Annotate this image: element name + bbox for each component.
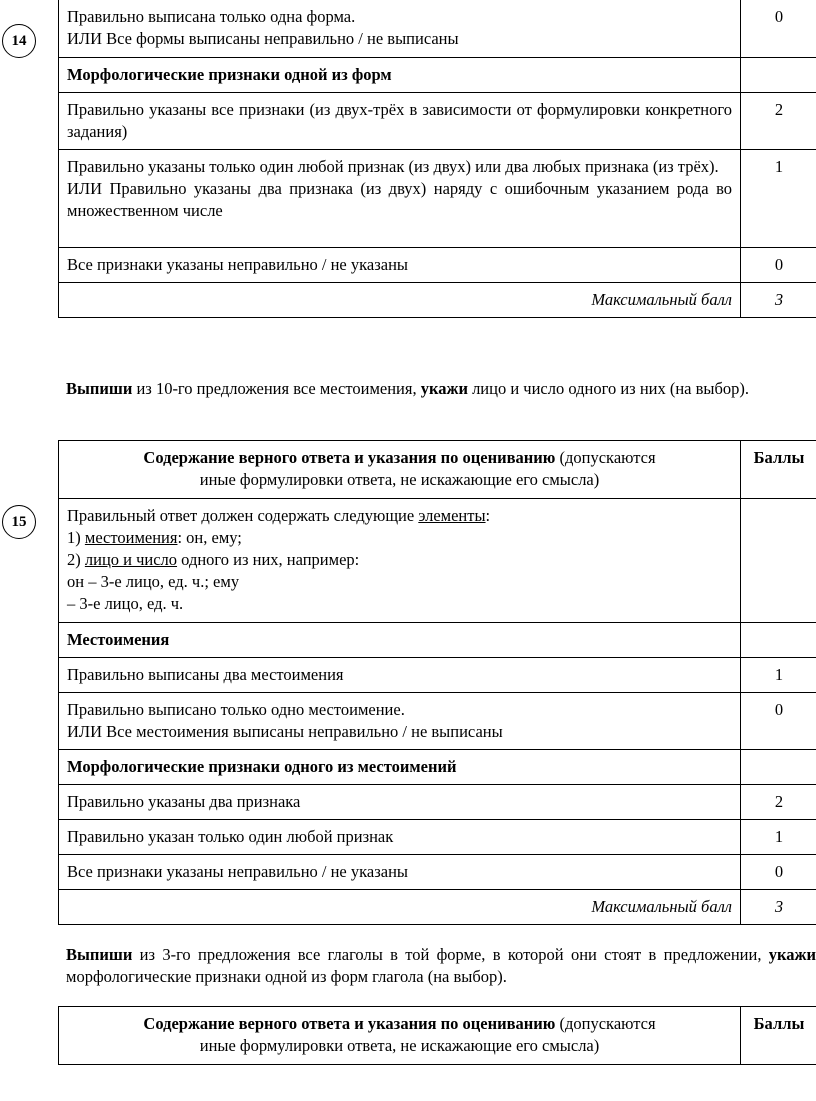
section-heading: Местоимения (59, 623, 741, 658)
score-cell (741, 58, 816, 93)
table-row (59, 248, 816, 283)
criterion-line: Правильно выписана только одна форма. (67, 7, 356, 26)
score-cell: 0 (741, 693, 816, 750)
criterion-cell: Правильно выписано только одно местоимение. ИЛИ Все местоимения выписаны неправильно / не выписаны (59, 693, 741, 750)
score-cell (741, 499, 816, 623)
table-row (59, 693, 816, 750)
score-cell (741, 750, 816, 785)
table-row (59, 0, 816, 58)
task-verb: укажи (420, 379, 468, 398)
task-verb: укажи (768, 945, 816, 964)
criterion-cell: Правильно выписаны два местоимения (59, 658, 741, 693)
criterion-cell: Все признаки указаны неправильно / не указаны (59, 855, 741, 890)
task-text: из 3-го предложения все глаголы в той форме, в которой они стоят в предложении, (132, 945, 769, 964)
score-cell: 1 (741, 820, 816, 855)
max-score-value: 3 (741, 283, 816, 318)
table-row (59, 58, 816, 93)
task-verb: Выпиши (66, 945, 133, 964)
score-cell (741, 623, 816, 658)
table-header-points: Баллы (741, 1007, 816, 1065)
table-row (59, 820, 816, 855)
table-header-content (59, 1007, 741, 1065)
table-row (59, 623, 816, 658)
question-number-14: 14 (2, 24, 36, 58)
table-row (59, 150, 816, 248)
criterion-cell: Все признаки указаны неправильно / не указаны (59, 248, 741, 283)
header-text: иные формулировки ответа, не искажающие его смысла) (199, 1036, 600, 1055)
score-cell: 2 (741, 93, 816, 150)
scoring-table-16 (58, 1006, 816, 1065)
score-cell: 0 (741, 248, 816, 283)
table-row (59, 890, 816, 925)
header-text: (допускаются (555, 448, 656, 467)
table-header-row (59, 1007, 816, 1065)
table-header-row (59, 441, 816, 499)
max-score-value: 3 (741, 890, 816, 925)
scoring-table-14 (58, 0, 816, 318)
criterion-line: ИЛИ Все формы выписаны неправильно / не выписаны (67, 29, 459, 48)
table-row (59, 855, 816, 890)
task-text: морфологические признаки одной из форм глагола (на выбор). (66, 967, 507, 986)
answer-cell: Правильный ответ должен содержать следующие элементы: 1) местоимения: он, ему; 2) лицо и число одного из них, например: он – 3-е лицо, ед. ч.; ему – 3-е лицо, ед. ч. (59, 499, 741, 623)
task-16-text (66, 944, 816, 988)
header-text: (допускаются (555, 1014, 656, 1033)
criterion-line: Правильно указаны только один любой признак (из двух) или два любых признака (из трёх). (67, 157, 719, 176)
table-header-content (59, 441, 741, 499)
table-row (59, 93, 816, 150)
criterion-cell: Правильно указаны все признаки (из двух-трёх в зависимости от формулировки конкретного задания) (59, 93, 741, 150)
header-bold: Содержание верного ответа и указания по оцениванию (143, 1014, 556, 1033)
criterion-line: ИЛИ Правильно указаны два признака (из двух) наряду с ошибочным указанием рода во множественном числе (67, 179, 732, 220)
task-text: из 10-го предложения все местоимения, (132, 379, 421, 398)
question-number-15: 15 (2, 505, 36, 539)
table-row (59, 750, 816, 785)
score-cell: 1 (741, 150, 816, 248)
score-cell: 2 (741, 785, 816, 820)
table-row (59, 658, 816, 693)
criterion-cell (59, 150, 741, 248)
header-text: иные формулировки ответа, не искажающие его смысла) (199, 470, 600, 489)
criterion-cell (59, 0, 741, 58)
criterion-cell: Правильно указаны два признака (59, 785, 741, 820)
section-heading: Морфологические признаки одной из форм (59, 58, 741, 93)
header-bold: Содержание верного ответа и указания по оцениванию (143, 448, 556, 467)
table-row (59, 499, 816, 623)
table-header-points: Баллы (741, 441, 816, 499)
score-cell: 1 (741, 658, 816, 693)
table-row (59, 283, 816, 318)
task-text: лицо и число одного из них (на выбор). (467, 379, 750, 398)
task-15-text (66, 378, 816, 400)
scoring-table-15 (58, 440, 816, 925)
table-row (59, 785, 816, 820)
section-heading: Морфологические признаки одного из местоимений (59, 750, 741, 785)
max-score-label: Максимальный балл (59, 283, 741, 318)
criterion-cell: Правильно указан только один любой признак (59, 820, 741, 855)
score-cell: 0 (741, 855, 816, 890)
task-verb: Выпиши (66, 379, 133, 398)
score-cell: 0 (741, 0, 816, 58)
max-score-label: Максимальный балл (59, 890, 741, 925)
